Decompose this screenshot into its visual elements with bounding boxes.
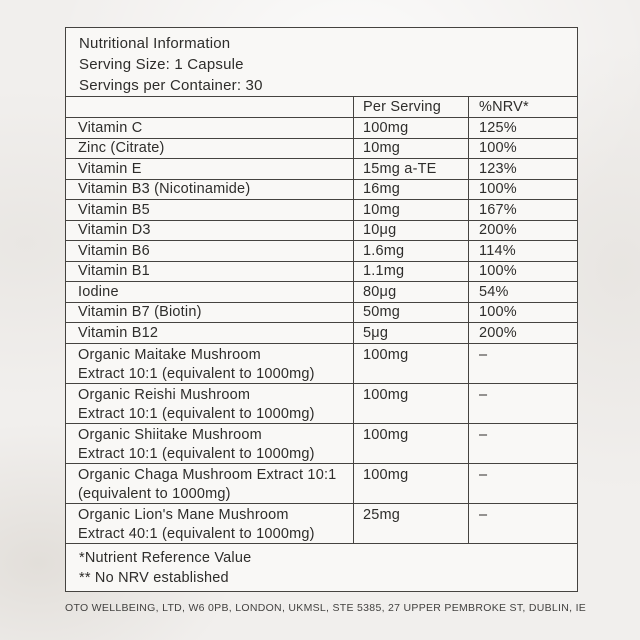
table-row: [66, 302, 577, 323]
table-row: [66, 117, 577, 138]
table-row: [66, 343, 577, 383]
nrv-value: 100%: [468, 262, 577, 282]
per-serving-value: 100mg: [353, 118, 468, 138]
nutrient-name-line2: Extract 10:1 (equivalent to 1000mg): [78, 405, 315, 422]
nutrient-name: Vitamin B12: [78, 324, 159, 341]
per-serving-value: 10mg: [353, 200, 468, 220]
per-serving-value: 16mg: [353, 180, 468, 200]
nutrient-name: [66, 424, 353, 464]
nutrient-name-line2: Extract 10:1 (equivalent to 1000mg): [78, 365, 315, 382]
nrv-value: 54%: [468, 282, 577, 302]
nutrient-name: Zinc (Citrate): [78, 140, 165, 157]
nrv-value: 114%: [468, 241, 577, 261]
label-header: [66, 28, 577, 96]
nutrient-name: [66, 464, 353, 504]
nutrient-name-line2: Extract 10:1 (equivalent to 1000mg): [78, 445, 315, 462]
table-row: [66, 199, 577, 220]
nutrient-name-line1: Organic Chaga Mushroom Extract 10:1: [78, 466, 337, 483]
nutrient-name: Vitamin C: [78, 119, 143, 136]
per-serving-value: 25mg: [353, 504, 468, 544]
nrv-value: 200%: [468, 323, 577, 343]
per-serving-value: 1.1mg: [353, 262, 468, 282]
nrv-value: –: [468, 384, 577, 424]
servings-per-container: Servings per Container: 30: [79, 77, 263, 94]
nutrient-name: [66, 344, 353, 384]
nutrient-name-line1: Organic Shiitake Mushroom: [78, 426, 262, 443]
nutrient-name-line2: (equivalent to 1000mg): [78, 485, 231, 502]
nrv-value: –: [468, 424, 577, 464]
nutrient-name: Vitamin B6: [78, 242, 150, 259]
table-row: [66, 383, 577, 423]
table-row: [66, 138, 577, 159]
nutrient-name: Vitamin B5: [78, 201, 150, 218]
per-serving-value: 10μg: [353, 221, 468, 241]
nutrient-name: Vitamin B7 (Biotin): [78, 304, 202, 321]
nutrient-name-line1: Organic Reishi Mushroom: [78, 386, 251, 403]
per-serving-value: 1.6mg: [353, 241, 468, 261]
nrv-value: –: [468, 504, 577, 544]
nutrient-name: Vitamin B3 (Nicotinamide): [78, 181, 251, 198]
nutrient-name: [66, 384, 353, 424]
per-serving-value: 100mg: [353, 424, 468, 464]
nrv-value: –: [468, 344, 577, 384]
nutrient-name: Vitamin E: [78, 160, 142, 177]
table-row: [66, 503, 577, 543]
table-row: [66, 423, 577, 463]
nutrient-name-line1: Organic Maitake Mushroom: [78, 346, 261, 363]
nrv-value: 100%: [468, 303, 577, 323]
nutrient-name: Iodine: [78, 283, 119, 300]
table-row: [66, 240, 577, 261]
per-serving-value: 10mg: [353, 139, 468, 159]
column-header-per-serving: Per Serving: [353, 97, 468, 117]
table-row: [66, 322, 577, 343]
footnote-no-nrv: ** No NRV established: [79, 569, 229, 586]
label-title: Nutritional Information: [79, 35, 231, 52]
table-row: [66, 463, 577, 503]
column-header-nrv: %NRV*: [468, 97, 577, 117]
nrv-value: 100%: [468, 139, 577, 159]
per-serving-value: 80μg: [353, 282, 468, 302]
per-serving-value: 15mg a-TE: [353, 159, 468, 179]
column-header-nutrient: [66, 97, 353, 117]
table-row: [66, 158, 577, 179]
table-row: [66, 281, 577, 302]
manufacturer-address-bar: [65, 602, 587, 614]
nutrient-name: Vitamin B1: [78, 263, 150, 280]
nrv-value: –: [468, 464, 577, 504]
table-row: [66, 220, 577, 241]
nutrition-label: [65, 27, 578, 592]
per-serving-value: 100mg: [353, 464, 468, 504]
nrv-value: 100%: [468, 180, 577, 200]
per-serving-value: 100mg: [353, 384, 468, 424]
table-row: [66, 261, 577, 282]
address-ie: MSL, STE 5385, 27 UPPER PEMBROKE ST, DUBLIN, IE: [303, 602, 587, 614]
per-serving-value: 5μg: [353, 323, 468, 343]
address-uk: OTO WELLBEING, LTD, W6 0PB, LONDON, UK: [65, 602, 304, 614]
per-serving-value: 50mg: [353, 303, 468, 323]
nutrient-name: Vitamin D3: [78, 222, 151, 239]
per-serving-value: 100mg: [353, 344, 468, 384]
nrv-value: 200%: [468, 221, 577, 241]
footnote-nrv: *Nutrient Reference Value: [79, 549, 252, 566]
nrv-value: 125%: [468, 118, 577, 138]
serving-size: Serving Size: 1 Capsule: [79, 56, 244, 73]
nutrient-name-line1: Organic Lion's Mane Mushroom: [78, 506, 289, 523]
table-row: [66, 179, 577, 200]
nrv-value: 167%: [468, 200, 577, 220]
table-header-row: [66, 96, 577, 117]
nrv-value: 123%: [468, 159, 577, 179]
nutrient-name-line2: Extract 40:1 (equivalent to 1000mg): [78, 525, 315, 542]
footnotes: [66, 543, 577, 591]
nutrient-name: [66, 504, 353, 544]
